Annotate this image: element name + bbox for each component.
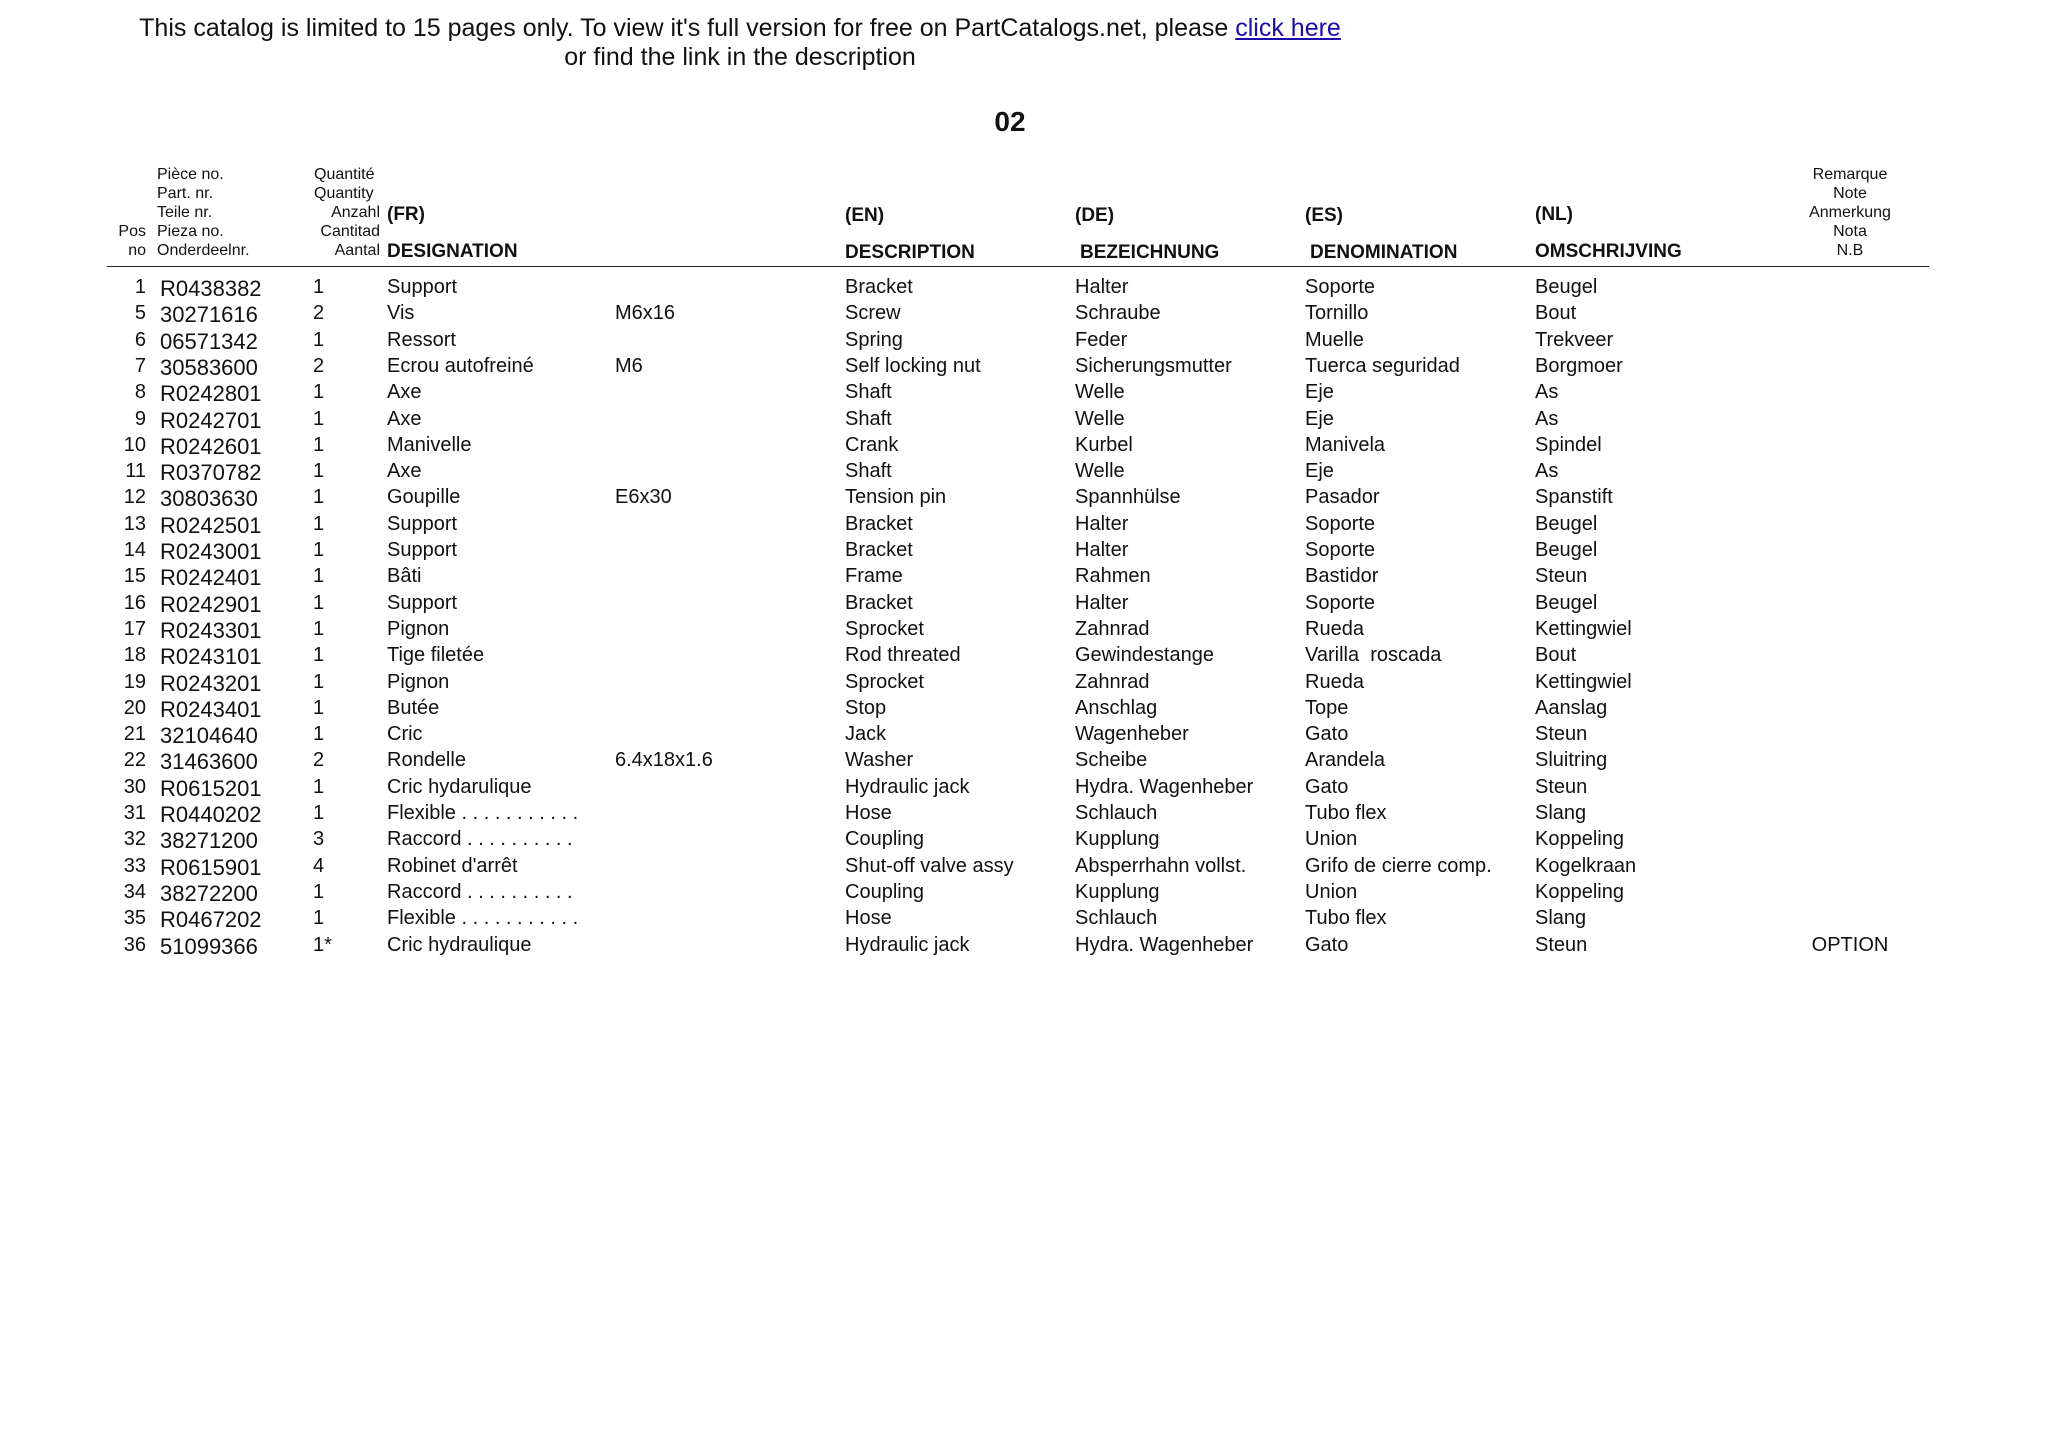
cell-bezeichnung-de: Wagenheber: [1075, 723, 1189, 745]
cell-description-en: Sprocket: [845, 671, 924, 693]
cell-part-number: R0615201: [160, 776, 262, 801]
cell-denomination-es: Bastidor: [1305, 565, 1379, 587]
cell-description-en: Shaft: [845, 381, 892, 403]
cell-description-en: Shaft: [845, 408, 892, 430]
cell-quantity: 1: [313, 644, 325, 666]
cell-denomination-es: Gato: [1305, 723, 1349, 745]
cell-quantity: 3: [313, 828, 325, 850]
header-pos-line: no: [128, 242, 146, 259]
page-number: 02: [994, 106, 1026, 137]
cell-denomination-es: Rueda: [1305, 618, 1364, 640]
header-pos: [110, 222, 146, 260]
cell-part-number: R0243201: [160, 671, 262, 696]
cell-bezeichnung-de: Halter: [1075, 276, 1129, 298]
cell-pos: 36: [123, 934, 146, 956]
cell-description-en: Bracket: [845, 592, 913, 614]
cell-omschrijving-nl: Spanstift: [1535, 486, 1613, 508]
cell-denomination-es: Rueda: [1305, 671, 1364, 693]
cell-description-en: Self locking nut: [845, 355, 981, 377]
cell-bezeichnung-de: Kupplung: [1075, 828, 1160, 850]
cell-quantity: 1: [313, 697, 325, 719]
header-note-line: Remarque: [1812, 166, 1888, 183]
cell-bezeichnung-de: Zahnrad: [1075, 671, 1150, 693]
header-note-line: N.B: [1836, 242, 1864, 259]
cell-part-number: 30271616: [160, 302, 258, 327]
cell-denomination-es: Grifo de cierre comp.: [1305, 855, 1492, 877]
cell-bezeichnung-de: Zahnrad: [1075, 618, 1150, 640]
cell-omschrijving-nl: Bout: [1535, 302, 1577, 324]
cell-bezeichnung-de: Welle: [1075, 408, 1125, 430]
cell-omschrijving-nl: Steun: [1535, 565, 1588, 587]
cell-denomination-es: Soporte: [1305, 513, 1376, 535]
cell-designation-fr: Ressort: [387, 329, 456, 351]
cell-description-en: Shut-off valve assy: [845, 855, 1014, 877]
header-pos-line: Pos: [118, 223, 146, 240]
cell-quantity: 1: [313, 776, 325, 798]
cell-pos: 33: [123, 855, 146, 877]
header-nl: OMSCHRIJVING: [1535, 241, 1682, 262]
cell-denomination-es: Union: [1305, 828, 1358, 850]
cell-designation-fr: Support: [387, 276, 458, 298]
header-note-line: Nota: [1833, 223, 1867, 240]
cell-description-en: Tension pin: [845, 486, 947, 508]
cell-omschrijving-nl: Steun: [1535, 776, 1588, 798]
header-quantity: [300, 165, 380, 260]
cell-denomination-es: Tuerca seguridad: [1305, 355, 1460, 377]
cell-quantity: 1: [313, 276, 325, 298]
cell-denomination-es: Union: [1305, 881, 1358, 903]
cell-quantity: 1: [313, 671, 325, 693]
cell-bezeichnung-de: Anschlag: [1075, 697, 1158, 719]
header-de-code: (DE): [1075, 205, 1115, 226]
cell-part-number: 31463600: [160, 749, 258, 774]
cell-quantity: 1: [313, 618, 325, 640]
cell-description-en: Sprocket: [845, 618, 924, 640]
cell-omschrijving-nl: Kogelkraan: [1535, 855, 1637, 877]
cell-bezeichnung-de: Sicherungsmutter: [1075, 355, 1232, 377]
cell-bezeichnung-de: Halter: [1075, 592, 1129, 614]
cell-part-number: R0467202: [160, 907, 262, 932]
cell-pos: 10: [123, 434, 146, 456]
cell-description-en: Washer: [845, 749, 914, 771]
cell-pos: 8: [134, 381, 146, 403]
cell-pos: 35: [123, 907, 146, 929]
notice-line-1: [139, 14, 1341, 42]
cell-pos: 13: [123, 513, 146, 535]
cell-denomination-es: Eje: [1305, 408, 1334, 430]
cell-part-number: 06571342: [160, 329, 258, 354]
cell-denomination-es: Tornillo: [1305, 302, 1369, 324]
cell-omschrijving-nl: Borgmoer: [1535, 355, 1623, 377]
cell-bezeichnung-de: Schlauch: [1075, 802, 1158, 824]
header-qty-line: Quantité: [314, 166, 375, 183]
cell-bezeichnung-de: Schraube: [1075, 302, 1161, 324]
cell-bezeichnung-de: Scheibe: [1075, 749, 1148, 771]
cell-designation-fr: Support: [387, 513, 458, 535]
cell-designation-fr: Goupille: [387, 486, 461, 508]
cell-pos: 34: [123, 881, 146, 903]
cell-denomination-es: Gato: [1305, 776, 1349, 798]
cell-quantity: 1: [313, 592, 325, 614]
cell-pos: 11: [125, 460, 146, 482]
cell-omschrijving-nl: Beugel: [1535, 276, 1598, 298]
cell-pos: 14: [123, 539, 146, 561]
cell-bezeichnung-de: Welle: [1075, 460, 1125, 482]
cell-bezeichnung-de: Gewindestange: [1075, 644, 1214, 666]
cell-part-number: 38271200: [160, 828, 258, 853]
cell-description-en: Bracket: [845, 513, 913, 535]
cell-designation-fr: Cric: [387, 723, 423, 745]
catalog-notice: [0, 14, 1480, 72]
header-es-code: (ES): [1305, 205, 1343, 226]
cell-designation-fr: Axe: [387, 381, 422, 403]
cell-quantity: 1: [313, 434, 325, 456]
cell-omschrijving-nl: Sluitring: [1535, 749, 1608, 771]
cell-quantity: 1: [313, 565, 325, 587]
cell-designation-fr: Pignon: [387, 618, 450, 640]
cell-designation-fr: Axe: [387, 460, 422, 482]
cell-part-number: R0243301: [160, 618, 262, 643]
header-part-line: Part. nr.: [157, 185, 214, 202]
header-qty-line: Aantal: [334, 242, 380, 259]
cell-omschrijving-nl: Steun: [1535, 934, 1588, 956]
cell-bezeichnung-de: Hydra. Wagenheber: [1075, 776, 1254, 798]
cell-note: OPTION: [1811, 934, 1889, 956]
header-part-number: [157, 165, 250, 260]
header-qty-line: Anzahl: [331, 204, 380, 221]
cell-pos: 19: [123, 671, 146, 693]
header-en-code: (EN): [845, 205, 885, 226]
cell-pos: 6: [134, 329, 146, 351]
cell-designation-fr: Support: [387, 592, 458, 614]
cell-pos: 22: [123, 749, 146, 771]
cell-omschrijving-nl: Kettingwiel: [1535, 671, 1632, 693]
cell-pos: 18: [123, 644, 146, 666]
cell-omschrijving-nl: Beugel: [1535, 513, 1598, 535]
cell-omschrijving-nl: Slang: [1535, 802, 1587, 824]
click-here-link[interactable]: click here: [1235, 14, 1341, 42]
cell-omschrijving-nl: Beugel: [1535, 539, 1598, 561]
cell-quantity: 1: [313, 329, 325, 351]
cell-denomination-es: Tope: [1305, 697, 1349, 719]
cell-denomination-es: Eje: [1305, 460, 1334, 482]
cell-designation-fr: Ecrou autofreiné: [387, 355, 534, 377]
cell-part-number: R0242401: [160, 565, 262, 590]
header-qty-line: Cantitad: [320, 223, 380, 240]
cell-pos: 20: [123, 697, 146, 719]
cell-denomination-es: Soporte: [1305, 539, 1376, 561]
cell-part-number: R0242801: [160, 381, 262, 406]
cell-denomination-es: Varilla roscada: [1305, 644, 1442, 666]
header-de: BEZEICHNUNG: [1080, 242, 1220, 263]
cell-denomination-es: Manivela: [1305, 434, 1386, 456]
header-note-line: Anmerkung: [1809, 204, 1891, 221]
cell-designation-fr: Flexible . . . . . . . . . . .: [387, 907, 579, 929]
cell-designation-fr: Butée: [387, 697, 440, 719]
cell-pos: 30: [123, 776, 146, 798]
cell-pos: 1: [134, 276, 146, 298]
cell-part-number: R0243401: [160, 697, 262, 722]
cell-designation-fr: Pignon: [387, 671, 450, 693]
header-en: DESCRIPTION: [845, 242, 975, 263]
cell-part-number: R0242701: [160, 408, 262, 433]
cell-part-number: 32104640: [160, 723, 258, 748]
cell-pos: 12: [123, 486, 146, 508]
cell-bezeichnung-de: Halter: [1075, 539, 1129, 561]
cell-description-en: Crank: [845, 434, 899, 456]
cell-denomination-es: Muelle: [1305, 329, 1364, 351]
cell-omschrijving-nl: Trekveer: [1535, 329, 1614, 351]
cell-denomination-es: Arandela: [1305, 749, 1386, 771]
cell-designation-fr: Raccord . . . . . . . . . .: [387, 881, 573, 903]
cell-denomination-es: Tubo flex: [1305, 802, 1387, 824]
cell-description-en: Rod threated: [845, 644, 961, 666]
header-fr-code: (FR): [387, 204, 425, 225]
header-part-line: Pièce no.: [157, 166, 224, 183]
cell-denomination-es: Soporte: [1305, 592, 1376, 614]
cell-omschrijving-nl: Bout: [1535, 644, 1577, 666]
cell-part-number: R0615901: [160, 855, 262, 880]
cell-description-en: Hydraulic jack: [845, 934, 970, 956]
cell-description-en: Coupling: [845, 881, 924, 903]
cell-denomination-es: Gato: [1305, 934, 1349, 956]
cell-omschrijving-nl: Koppeling: [1535, 881, 1624, 903]
cell-pos: 32: [123, 828, 146, 850]
cell-designation-fr: Support: [387, 539, 458, 561]
cell-denomination-es: Soporte: [1305, 276, 1376, 298]
cell-pos: 31: [123, 802, 146, 824]
cell-omschrijving-nl: Kettingwiel: [1535, 618, 1632, 640]
cell-omschrijving-nl: As: [1535, 408, 1559, 430]
cell-description-en: Bracket: [845, 539, 913, 561]
cell-description-en: Frame: [845, 565, 903, 587]
cell-part-number: R0243101: [160, 644, 262, 669]
cell-description-en: Shaft: [845, 460, 892, 482]
cell-bezeichnung-de: Absperrhahn vollst.: [1075, 855, 1247, 877]
cell-quantity: 2: [313, 749, 325, 771]
cell-quantity: 1: [313, 907, 325, 929]
cell-denomination-es: Tubo flex: [1305, 907, 1387, 929]
cell-quantity: 1: [313, 802, 325, 824]
cell-spec: M6x16: [615, 302, 676, 324]
cell-spec: 6.4x18x1.6: [615, 749, 713, 771]
cell-description-en: Coupling: [845, 828, 924, 850]
cell-bezeichnung-de: Kurbel: [1075, 434, 1133, 456]
header-rule: [107, 266, 1929, 267]
cell-quantity: 1: [313, 408, 325, 430]
cell-part-number: R0242901: [160, 592, 262, 617]
cell-pos: 16: [123, 592, 146, 614]
cell-denomination-es: Pasador: [1305, 486, 1380, 508]
header-part-line: Onderdeelnr.: [157, 242, 250, 259]
cell-quantity: 1: [313, 881, 325, 903]
cell-designation-fr: Cric hydarulique: [387, 776, 532, 798]
cell-bezeichnung-de: Feder: [1075, 329, 1128, 351]
cell-part-number: 51099366: [160, 934, 258, 959]
header-fr: DESIGNATION: [387, 241, 518, 262]
notice-line-2: or find the link in the description: [564, 43, 916, 71]
cell-part-number: 30583600: [160, 355, 258, 380]
cell-description-en: Hose: [845, 907, 892, 929]
header-nl-code: (NL): [1535, 204, 1573, 225]
cell-designation-fr: Robinet d'arrêt: [387, 855, 518, 877]
cell-description-en: Stop: [845, 697, 887, 719]
cell-pos: 7: [134, 355, 146, 377]
cell-pos: 17: [123, 618, 146, 640]
cell-designation-fr: Vis: [387, 302, 415, 324]
cell-description-en: Hydraulic jack: [845, 776, 970, 798]
header-es: DENOMINATION: [1310, 242, 1458, 263]
cell-quantity: 1: [313, 460, 325, 482]
cell-quantity: 1: [313, 486, 325, 508]
cell-omschrijving-nl: Slang: [1535, 907, 1587, 929]
cell-designation-fr: Tige filetée: [387, 644, 485, 666]
cell-omschrijving-nl: Steun: [1535, 723, 1588, 745]
cell-spec: M6: [615, 355, 643, 377]
cell-description-en: Hose: [845, 802, 892, 824]
cell-pos: 21: [123, 723, 146, 745]
cell-designation-fr: Raccord . . . . . . . . . .: [387, 828, 573, 850]
cell-description-en: Jack: [845, 723, 887, 745]
cell-quantity: 1: [313, 723, 325, 745]
cell-omschrijving-nl: As: [1535, 460, 1559, 482]
cell-pos: 9: [134, 408, 146, 430]
cell-designation-fr: Axe: [387, 408, 422, 430]
cell-part-number: R0242601: [160, 434, 262, 459]
cell-spec: E6x30: [615, 486, 672, 508]
header-part-line: Pieza no.: [157, 223, 224, 240]
cell-quantity: 1: [313, 381, 325, 403]
cell-part-number: R0242501: [160, 513, 262, 538]
cell-designation-fr: Manivelle: [387, 434, 472, 456]
cell-pos: 5: [134, 302, 146, 324]
cell-bezeichnung-de: Hydra. Wagenheber: [1075, 934, 1254, 956]
cell-denomination-es: Eje: [1305, 381, 1334, 403]
cell-part-number: 38272200: [160, 881, 258, 906]
cell-quantity: 1: [313, 513, 325, 535]
cell-part-number: R0370782: [160, 460, 262, 485]
header-part-line: Teile nr.: [157, 204, 213, 221]
cell-bezeichnung-de: Rahmen: [1075, 565, 1151, 587]
cell-designation-fr: Rondelle: [387, 749, 466, 771]
cell-description-en: Spring: [845, 329, 903, 351]
cell-part-number: R0438382: [160, 276, 262, 301]
cell-omschrijving-nl: Koppeling: [1535, 828, 1624, 850]
cell-part-number: 30803630: [160, 486, 258, 511]
notice-text: This catalog is limited to 15 pages only. To view it's full version for free on PartCatalogs.net, please: [139, 14, 1236, 42]
cell-designation-fr: Flexible . . . . . . . . . . .: [387, 802, 579, 824]
cell-bezeichnung-de: Schlauch: [1075, 907, 1158, 929]
cell-omschrijving-nl: Beugel: [1535, 592, 1598, 614]
cell-bezeichnung-de: Welle: [1075, 381, 1125, 403]
cell-quantity: 2: [313, 302, 325, 324]
cell-part-number: R0243001: [160, 539, 262, 564]
cell-quantity: 4: [313, 855, 325, 877]
cell-bezeichnung-de: Halter: [1075, 513, 1129, 535]
cell-designation-fr: Cric hydraulique: [387, 934, 532, 956]
cell-description-en: Screw: [845, 302, 901, 324]
header-note-line: Note: [1833, 185, 1867, 202]
cell-omschrijving-nl: Aanslag: [1535, 697, 1608, 719]
cell-omschrijving-nl: Spindel: [1535, 434, 1602, 456]
cell-part-number: R0440202: [160, 802, 262, 827]
cell-description-en: Bracket: [845, 276, 913, 298]
cell-quantity: 1: [313, 539, 325, 561]
cell-bezeichnung-de: Kupplung: [1075, 881, 1160, 903]
cell-quantity: 2: [313, 355, 325, 377]
cell-omschrijving-nl: As: [1535, 381, 1559, 403]
header-qty-line: Quantity: [314, 185, 374, 202]
cell-designation-fr: Bâti: [387, 565, 422, 587]
header-note: [1780, 165, 1920, 260]
cell-quantity: 1*: [313, 934, 332, 956]
cell-pos: 15: [123, 565, 146, 587]
cell-bezeichnung-de: Spannhülse: [1075, 486, 1181, 508]
